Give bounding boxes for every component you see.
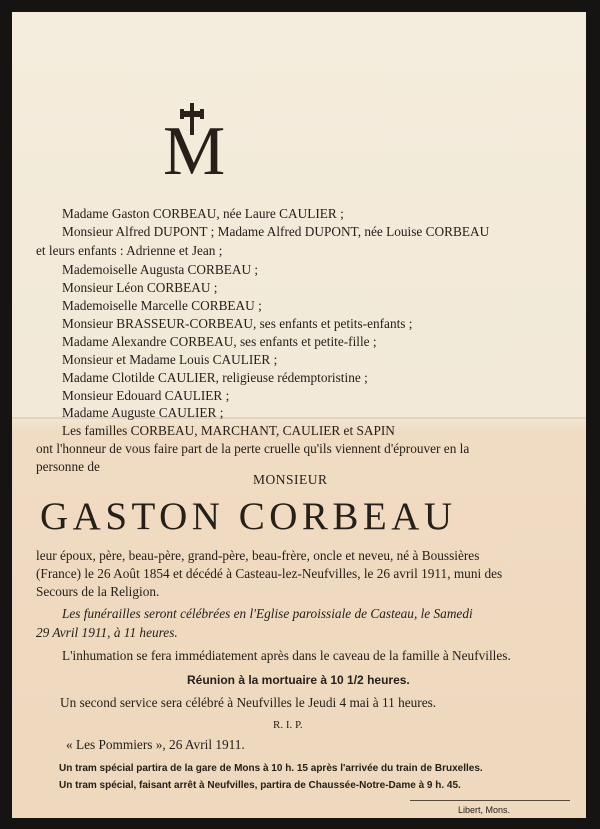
place-date-text: « Les Pommiers », 26 Avril 1911. — [66, 737, 245, 752]
tram-line-2: Un tram spécial, faisant arrêt à Neufvilles, partira de Chaussée-Notre-Dame à 9 h. 45. — [59, 780, 461, 791]
funeral-line-2: 29 Avril 1911, à 11 heures. — [36, 625, 178, 640]
family-line-13: Les familles CORBEAU, MARCHANT, CAULIER et SAPIN — [62, 423, 395, 438]
announcement-line-1: ont l'honneur de vous faire part de la perte cruelle qu'ils viennent d'éprouver en la — [36, 441, 470, 456]
family-line-10: Madame Clotilde CAULIER, religieuse rédemptoristine ; — [62, 370, 368, 385]
funeral-line-1: Les funérailles seront célébrées en l'Eglise paroissiale de Casteau, le Samedi — [62, 606, 473, 621]
family-line-2: Monsieur Alfred DUPONT ; Madame Alfred DUPONT, née Louise CORBEAU — [62, 224, 490, 239]
family-line-12: Madame Auguste CAULIER ; — [62, 405, 224, 420]
printer-credit: Libert, Mons. — [458, 805, 511, 815]
printer-rule — [410, 800, 570, 801]
family-line-4: Mademoiselle Augusta CORBEAU ; — [62, 262, 259, 277]
rip-text: R. I. P. — [273, 719, 303, 731]
family-line-7: Monsieur BRASSEUR-CORBEAU, ses enfants et petits-enfants ; — [62, 316, 413, 331]
second-service-text: Un second service sera célébré à Neufvilles le Jeudi 4 mai à 11 heures. — [60, 695, 437, 710]
bio-line-1: leur époux, père, beau-père, grand-père, beau-frère, oncle et neveu, né à Boussières — [36, 548, 480, 563]
announcement-line-2: personne de — [36, 459, 100, 474]
family-line-1: Madame Gaston CORBEAU, née Laure CAULIER ; — [62, 206, 344, 221]
family-line-6: Mademoiselle Marcelle CORBEAU ; — [62, 298, 262, 313]
family-line-8: Madame Alexandre CORBEAU, ses enfants et petite-fille ; — [62, 334, 377, 349]
family-line-9: Monsieur et Madame Louis CAULIER ; — [62, 352, 278, 367]
deceased-name: GASTON CORBEAU — [40, 495, 457, 538]
bio-line-3: Secours de la Religion. — [36, 584, 160, 599]
monogram-letter: M — [163, 113, 226, 190]
bio-line-2: (France) le 26 Août 1854 et décédé à Casteau-lez-Neufvilles, le 26 avril 1911, muni des — [36, 566, 503, 581]
family-line-11: Monsieur Edouard CAULIER ; — [62, 388, 230, 403]
tram-line-1: Un tram spécial partira de la gare de Mons à 10 h. 15 après l'arrivée du train de Bruxelles. — [59, 763, 483, 774]
family-line-5: Monsieur Léon CORBEAU ; — [62, 280, 218, 295]
reunion-text: Réunion à la mortuaire à 10 1/2 heures. — [187, 673, 410, 687]
family-line-3: et leurs enfants : Adrienne et Jean ; — [36, 243, 223, 258]
deceased-title: MONSIEUR — [253, 472, 328, 487]
inhumation-text: L'inhumation se fera immédiatement après dans le caveau de la famille à Neufvilles. — [62, 648, 511, 663]
